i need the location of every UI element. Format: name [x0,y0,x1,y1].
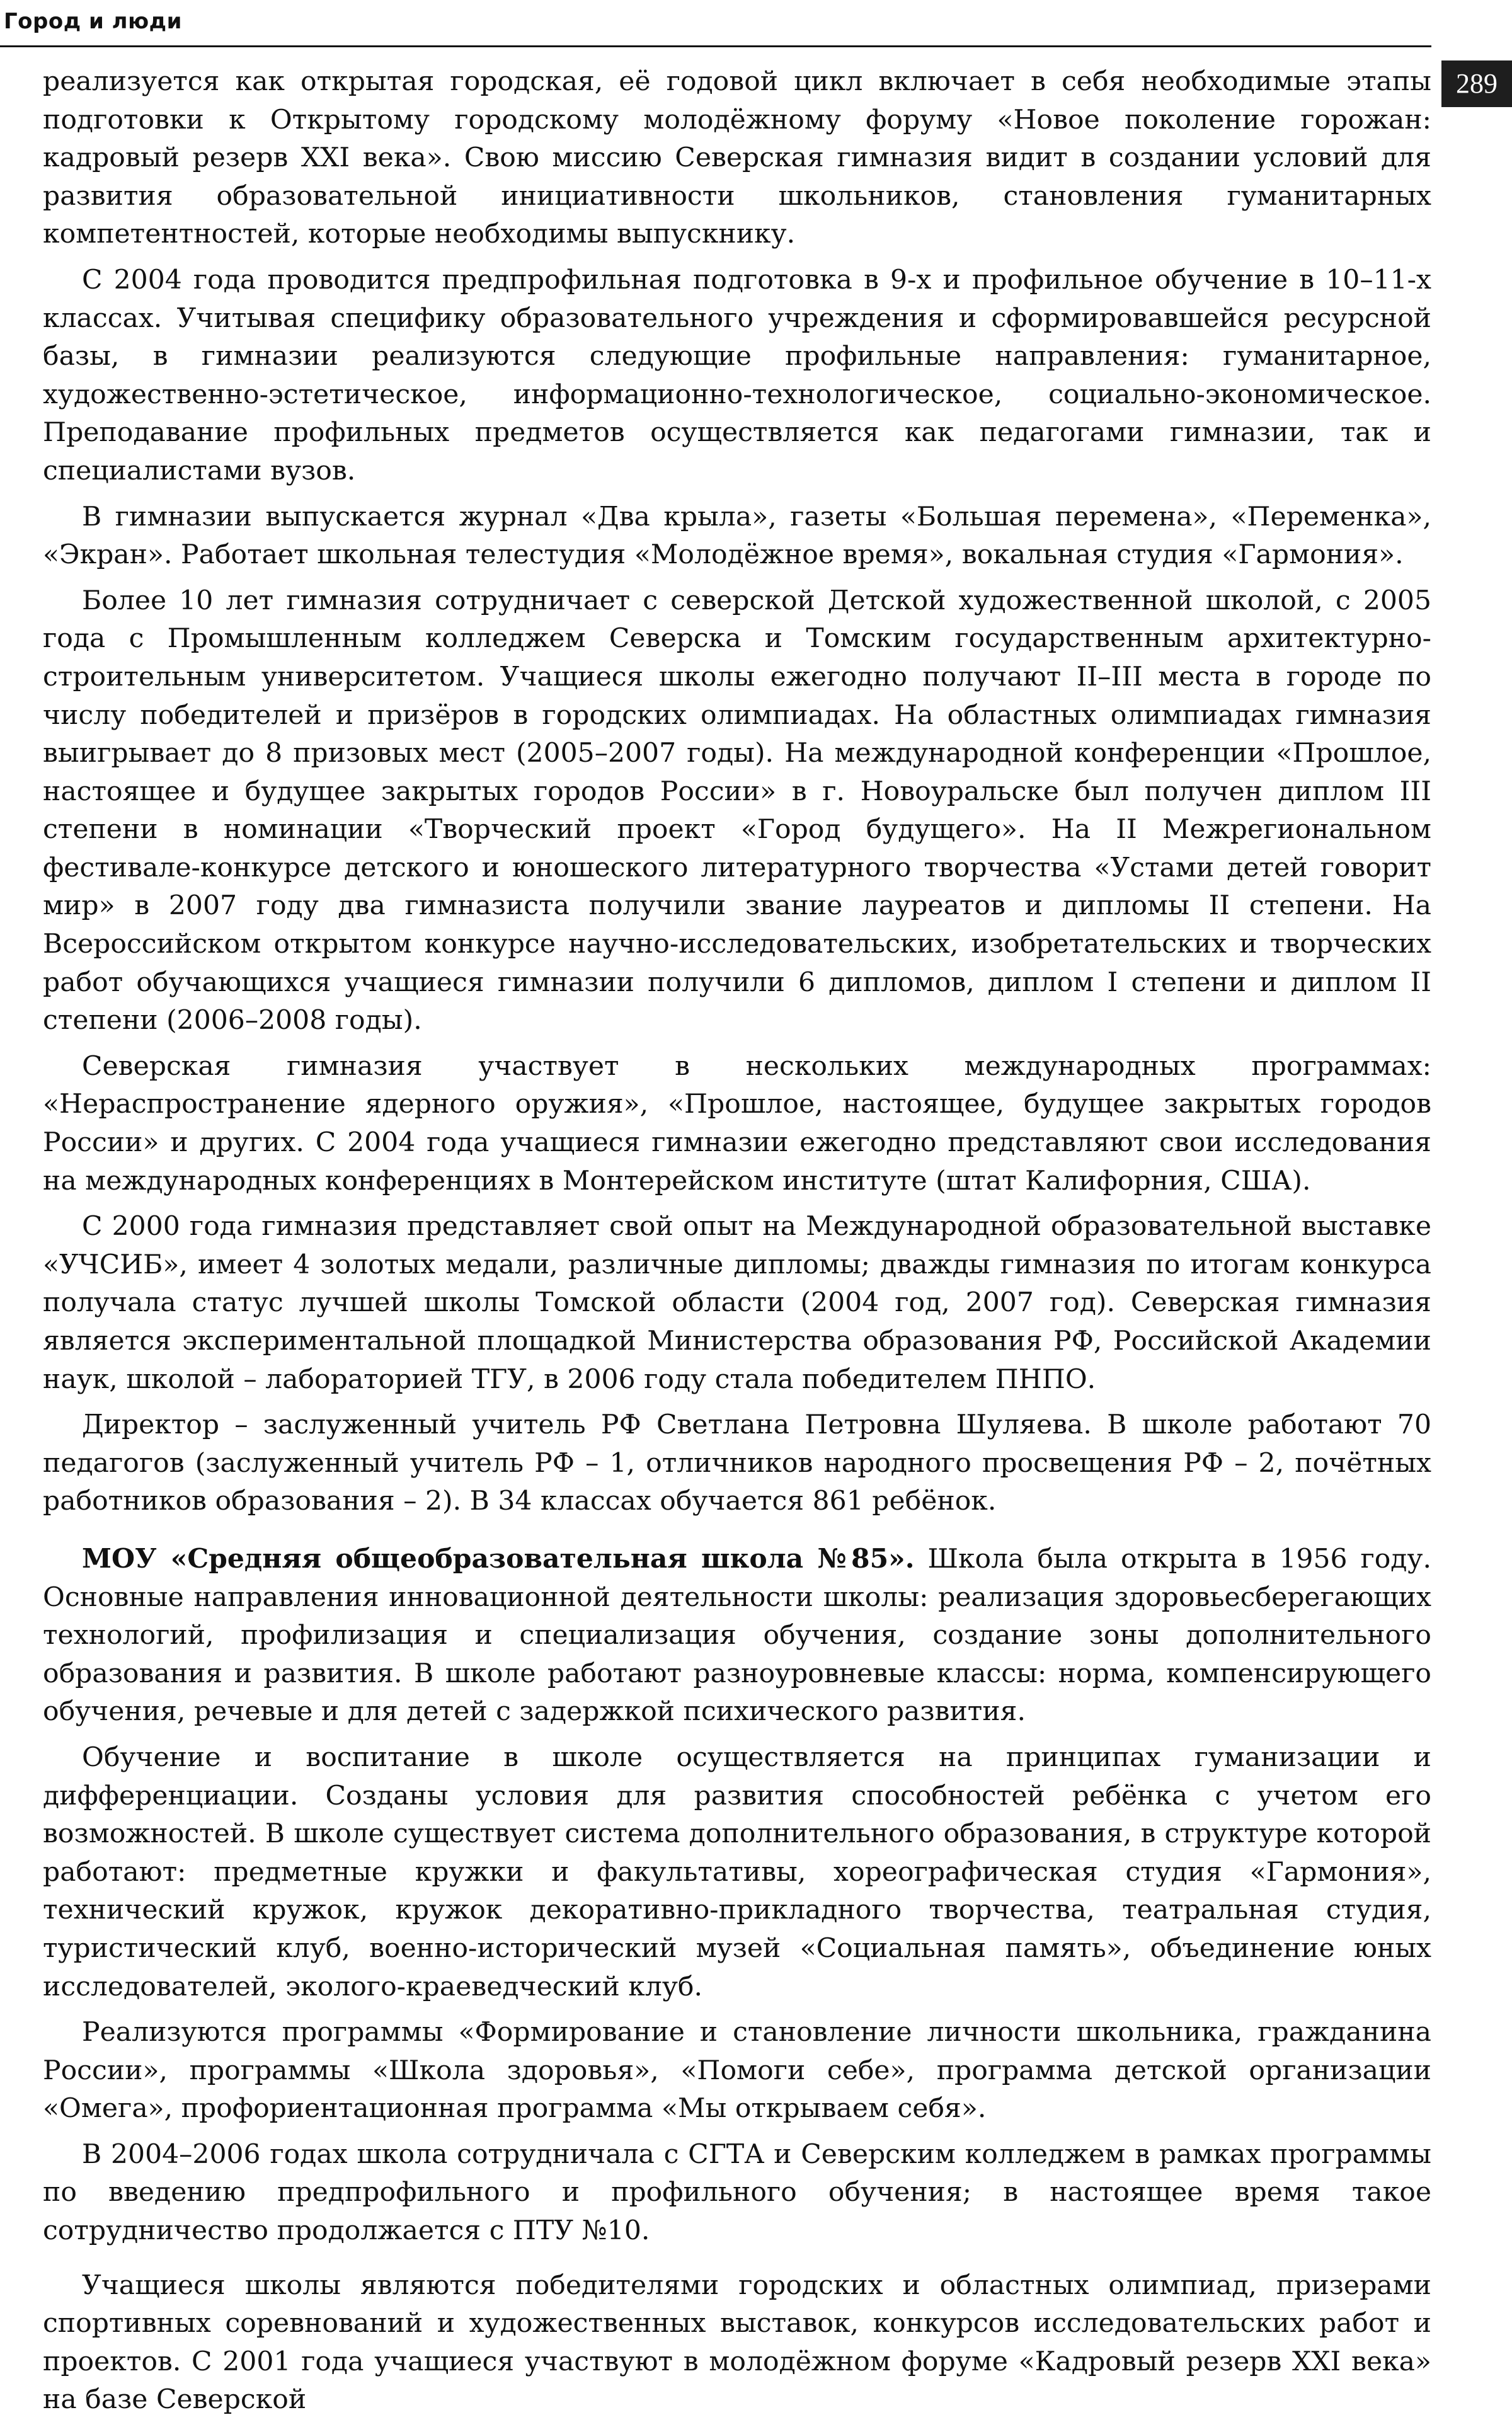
paragraph-partnership: В 2004–2006 годах школа сотрудничала с СГТА и Северским колледжем в рамках программы по введению предпрофильного и профильного обучения; в настоящее время такое сотрудничество продолжается с ПТУ №10. [43,2138,1431,2247]
paragraph-school-85 [43,1540,1431,1731]
school-85-heading: МОУ «Средняя общеобразовательная школа №85». [82,1542,915,1575]
paragraph-programs: Реализуются программы «Формирование и становление личности школьника, гражданина России», программы «Школа здоровья», «Помоги себе», программа детской организации «Омега», профориентационная программа «Мы открываем себя». [43,2017,1431,2125]
main-text [43,63,1431,2427]
paragraph-exhibitions: С 2000 года гимназия представляет свой опыт на Международной образовательной выставке «УЧСИБ», имеет 4 золотых медали, различные дипломы; дважды гимназия по итогам конкурса получала статус лучшей школы Томской области (2004 год, 2007 год). Северская гимназия является экспериментальной площадкой Министерства образования РФ, Российской Академии наук, школой – лабораторией ТГУ, в 2006 году стала победителем ПНПО. [43,1211,1431,1395]
paragraph-profile-education: С 2004 года проводится предпрофильная подготовка в 9-х и профильное обучение в 10–11-х классах. Учитывая специфику образовательного учреждения и сформировавшейся ресурсной базы, в гимназии реализуются следующие профильные направления: гуманитарное, художественно-эстетическое, информационно-технологическое, социально-экономическое. Преподавание профильных предметов осуществляется как педагогами гимназии, так и специалистами вузов. [43,264,1431,486]
paragraph-international: Северская гимназия участвует в нескольких международных программах: «Нераспространение ядерного оружия», «Прошлое, настоящее, будущее закрытых городов России» и других. С 2004 года учащиеся гимназии ежегодно представляют свои исследования на международных конференциях в Монтерейском институте (штат Калифорния, США). [43,1050,1431,1196]
paragraph-director: Директор – заслуженный учитель РФ Светлана Петровна Шуляева. В школе работают 70 педагогов (заслуженный учитель РФ – 1, отличников народного просвещения РФ – 2, почётных работников образования – 2). В 34 классах обучается 861 ребёнок. [43,1409,1431,1517]
paragraph-achievements: Учащиеся школы являются победителями городских и областных олимпиад, призерами спортивных соревнований и художественных выставок, конкурсов исследовательских работ и проектов. С 2001 года учащиеся участвуют в молодёжном форуме «Кадровый резерв XXI века» на базе Северской [43,2269,1431,2416]
school-85-text: Школа была открыта в 1956 году. Основные направления инновационной деятельности школы: реализация здоровьесберегающих технологий, профилизация и специализация обучения, создание зоны дополнительного образования и развития. В школе работают разноуровневые классы: норма, компенсирующего обучения, речевые и для детей с задержкой психического развития. [43,1543,1431,1728]
paragraph-cooperation: Более 10 лет гимназия сотрудничает с северской Детской художественной школой, с 2005 года с Промышленным колледжем Северска и Томским государственным архитектурно-строительным университетом. Учащиеся школы ежегодно получают II–III места в городе по числу победителей и призёров в городских олимпиадах. На областных олимпиадах гимназия выигрывает до 8 призовых мест (2005–2007 годы). На международной конференции «Прошлое, настоящее и будущее закрытых городов России» в г. Новоуральске был получен диплом III степени в номинации «Творческий проект «Город будущего». На II Межрегиональном фестивале-конкурсе детского и юношеского литературного творчества «Устами детей говорит мир» в 2007 году два гимназиста получили звание лауреатов и дипломы II степени. На Всероссийском открытом конкурсе научно-исследовательских, изобретательских и творческих работ обучающихся учащиеся гимназии получили 6 дипломов, диплом I степени и диплом II степени (2006–2008 годы). [43,585,1431,1036]
running-head: Город и люди [4,9,182,34]
paragraph-continued: реализуется как открытая городская, её годовой цикл включает в себя необходимые этапы подготовки к Открытому городскому молодёжному форуму «Новое поколение горожан: кадровый резерв XXI века». Свою миссию Северская гимназия видит в создании условий для развития образовательной инициативности школьников, становления гуманитарных компетентностей, которые необходимы выпускнику. [43,66,1431,250]
page-number: 289 [1441,60,1512,107]
paragraph-media: В гимназии выпускается журнал «Два крыла», газеты «Большая перемена», «Переменка», «Экран». Работает школьная телестудия «Молодёжное время», вокальная студия «Гармония». [43,501,1431,571]
header-rule [0,45,1431,47]
paragraph-upbringing: Обучение и воспитание в школе осуществляется на принципах гуманизации и дифференциации. Созданы условия для развития способностей ребёнка с учетом его возможностей. В школе существует система дополнительного образования, в структуре которой работают: предметные кружки и факультативы, хореографическая студия «Гармония», технический кружок, кружок декоративно-прикладного творчества, театральная студия, туристический клуб, военно-исторический музей «Социальная память», объединение юных исследователей, эколого-краеведческий клуб. [43,1741,1431,2002]
